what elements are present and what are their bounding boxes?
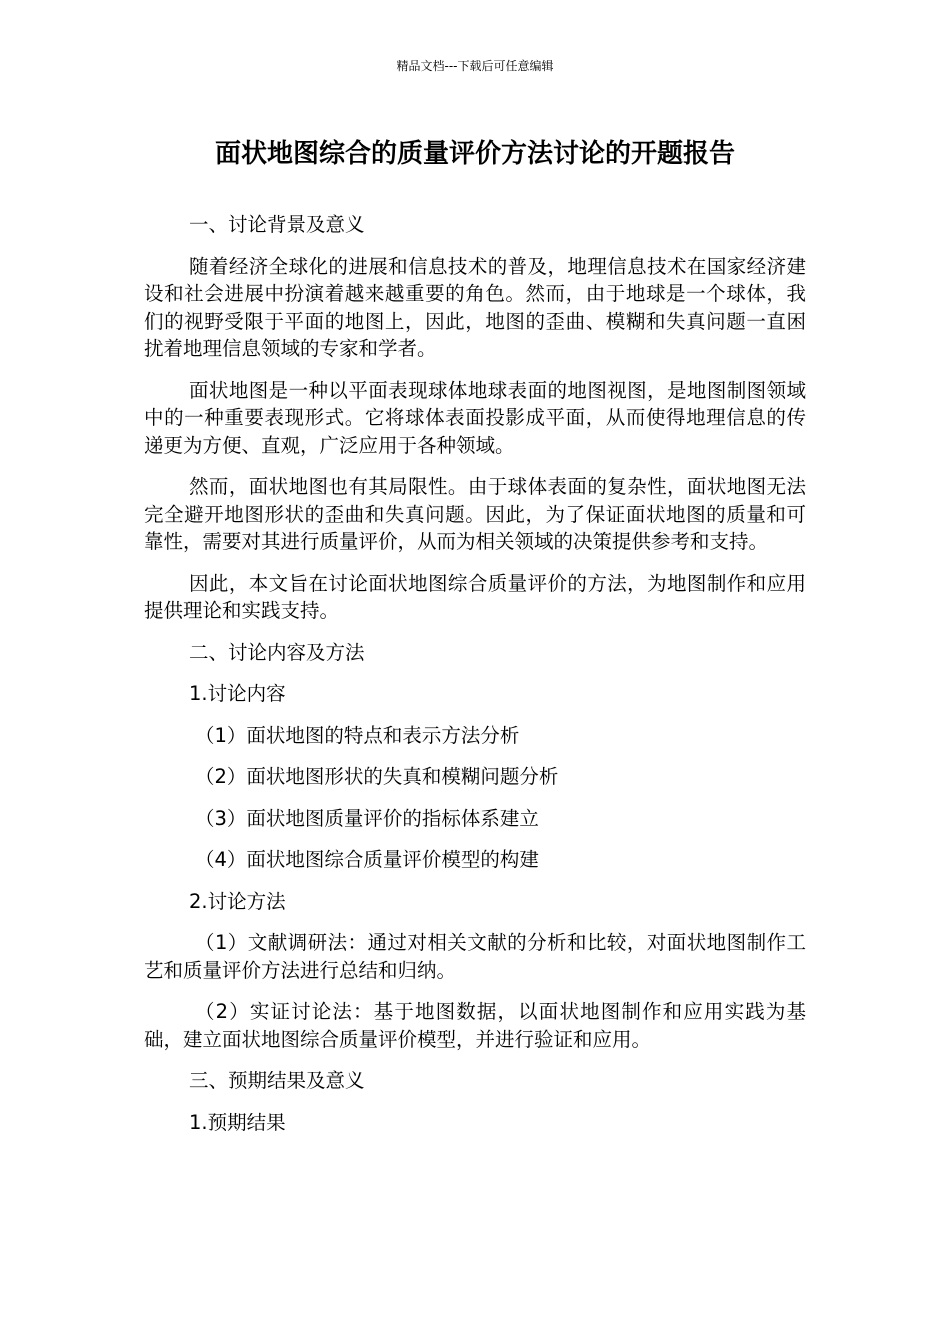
document-title: 面状地图综合的质量评价方法讨论的开题报告 bbox=[214, 139, 735, 169]
paragraph-background-4: 因此，本文旨在讨论面状地图综合质量评价的方法，为地图制作和应用提供理论和实践支持。 bbox=[144, 571, 806, 622]
section-heading-background: 一、讨论背景及意义 bbox=[189, 213, 365, 236]
content-item-4: （4）面状地图综合质量评价模型的构建 bbox=[195, 848, 539, 871]
section-heading-expected-results: 三、预期结果及意义 bbox=[189, 1069, 365, 1092]
content-item-2: （2）面状地图形状的失真和模糊问题分析 bbox=[195, 765, 559, 788]
paragraph-background-2: 面状地图是一种以平面表现球体地球表面的地图视图，是地图制图领域中的一种重要表现形式。它将球体表面投影成平面，从而使得地理信息的传递更为方便、直观，广泛应用于各种领域。 bbox=[144, 378, 806, 457]
section-heading-content-methods: 二、讨论内容及方法 bbox=[189, 640, 365, 664]
content-item-3: （3）面状地图质量评价的指标体系建立 bbox=[195, 806, 539, 830]
method-item-1: （1）文献调研法：通过对相关文献的分析和比较，对面状地图制作工艺和质量评价方法进行总结和归纳。 bbox=[144, 931, 806, 982]
paragraph-background-1: 随着经济全球化的进展和信息技术的普及，地理信息技术在国家经济建设和社会进展中扮演着越来越重要的角色。然而，由于地球是一个球体，我们的视野受限于平面的地图上，因此，地图的歪曲、模糊和失真问题一直困扰着地理信息领域的专家和学者。 bbox=[144, 254, 806, 360]
header-note: 精品文档---下载后可任意编辑 bbox=[396, 59, 554, 73]
method-item-2: （2）实证讨论法：基于地图数据，以面状地图制作和应用实践为基础，建立面状地图综合质量评价模型，并进行验证和应用。 bbox=[144, 1000, 806, 1051]
subheading-expected-results: 1.预期结果 bbox=[189, 1110, 286, 1134]
document-body bbox=[144, 211, 806, 1150]
paragraph-background-3: 然而，面状地图也有其局限性。由于球体表面的复杂性，面状地图无法完全避开地图形状的歪曲和失真问题。因此，为了保证面状地图的质量和可靠性，需要对其进行质量评价，从而为相关领域的决策提供参考和支持。 bbox=[144, 475, 806, 553]
content-item-1: （1）面状地图的特点和表示方法分析 bbox=[195, 723, 520, 747]
subheading-content: 1.讨论内容 bbox=[189, 682, 286, 705]
subheading-methods: 2.讨论方法 bbox=[189, 889, 286, 913]
